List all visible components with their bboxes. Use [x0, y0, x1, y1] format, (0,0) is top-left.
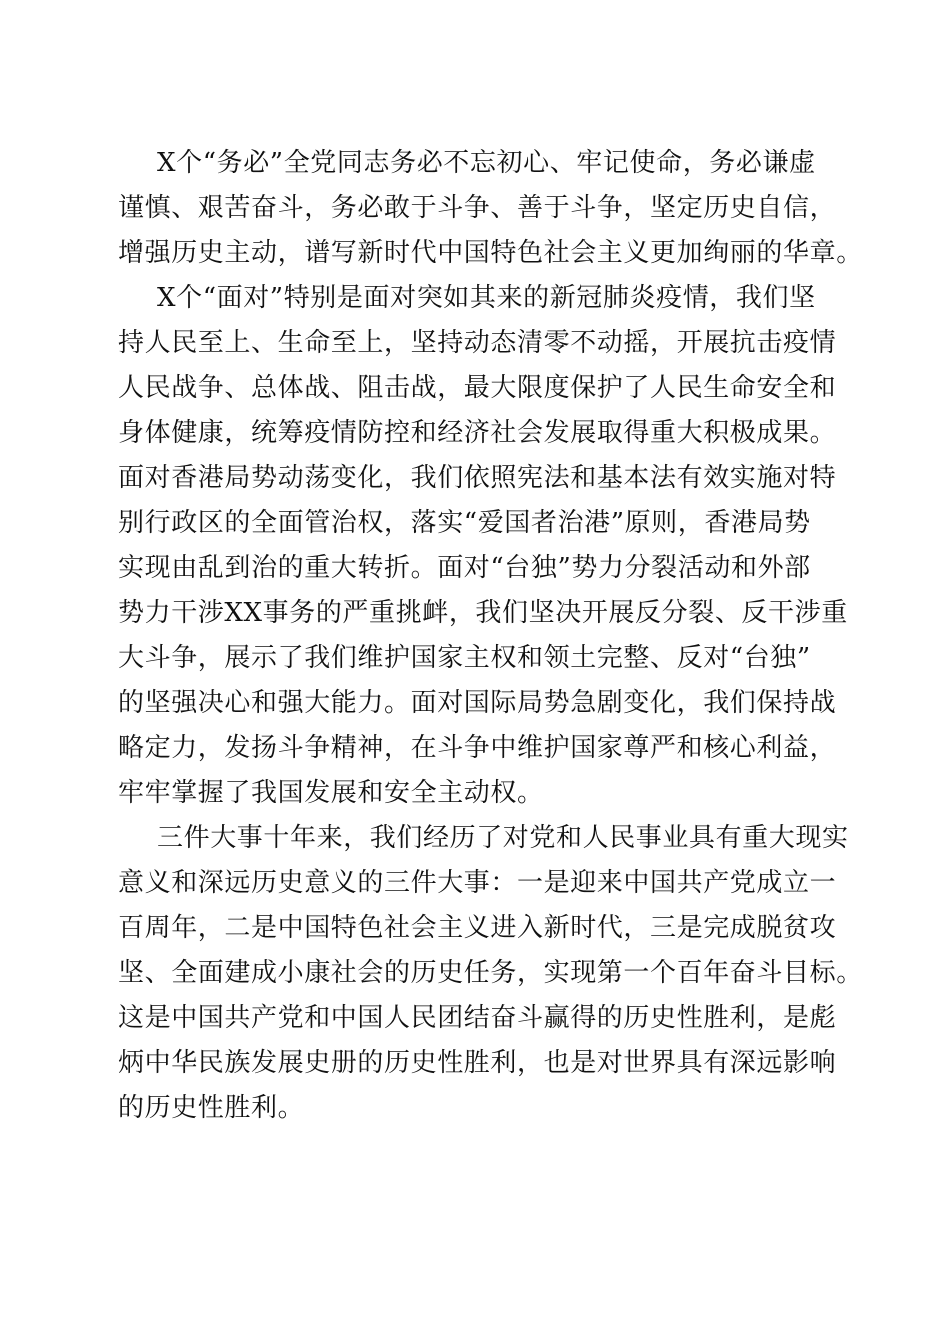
paragraph-2-line-1: X个“面对”特别是面对突如其来的新冠肺炎疫情，我们坚	[157, 283, 816, 313]
paragraph-3-line-5: 这是中国共产党和中国人民团结奋斗赢得的历史性胜利，是彪	[118, 1003, 837, 1033]
paragraph-2-line-4: 身体健康，统筹疫情防控和经济社会发展取得重大积极成果。	[118, 418, 837, 448]
paragraph-2-line-5: 面对香港局势动荡变化，我们依照宪法和基本法有效实施对特	[118, 463, 837, 493]
paragraph-2-line-12: 牢牢掌握了我国发展和安全主动权。	[118, 778, 544, 808]
paragraph-3-line-1: 三件大事十年来，我们经历了对党和人民事业具有重大现实	[157, 823, 849, 853]
paragraph-1-line-2: 谨慎、艰苦奋斗，务必敢于斗争、善于斗争，坚定历史自信，	[118, 193, 837, 223]
paragraph-2-line-2: 持人民至上、生命至上，坚持动态清零不动摇，开展抗击疫情	[118, 328, 837, 358]
paragraph-2-line-8: 势力干涉XX事务的严重挑衅，我们坚决开展反分裂、反干涉重	[118, 598, 848, 628]
paragraph-2-line-11: 略定力，发扬斗争精神，在斗争中维护国家尊严和核心利益，	[118, 733, 837, 763]
paragraph-1-line-1: X个“务必”全党同志务必不忘初心、牢记使命，务必谦虚	[157, 148, 816, 178]
paragraph-2-line-6: 别行政区的全面管治权，落实“爱国者治港”原则，香港局势	[118, 508, 811, 538]
paragraph-1-line-3: 增强历史主动，谱写新时代中国特色社会主义更加绚丽的华章。	[118, 238, 863, 268]
paragraph-3-line-6: 炳中华民族发展史册的历史性胜利，也是对世界具有深远影响	[118, 1048, 837, 1078]
paragraph-3-line-4: 坚、全面建成小康社会的历史任务，实现第一个百年奋斗目标。	[118, 958, 863, 988]
paragraph-3-line-3: 百周年，二是中国特色社会主义进入新时代，三是完成脱贫攻	[118, 913, 837, 943]
paragraph-2-line-7: 实现由乱到治的重大转折。面对“台独”势力分裂活动和外部	[118, 553, 811, 583]
paragraph-2-line-3: 人民战争、总体战、阻击战，最大限度保护了人民生命安全和	[118, 373, 837, 403]
paragraph-2-line-9: 大斗争，展示了我们维护国家主权和领土完整、反对“台独”	[118, 643, 811, 673]
paragraph-3-line-2: 意义和深远历史意义的三件大事：一是迎来中国共产党成立一	[118, 868, 837, 898]
paragraph-2-line-10: 的坚强决心和强大能力。面对国际局势急剧变化，我们保持战	[118, 688, 837, 718]
paragraph-3-line-7: 的历史性胜利。	[118, 1093, 305, 1123]
